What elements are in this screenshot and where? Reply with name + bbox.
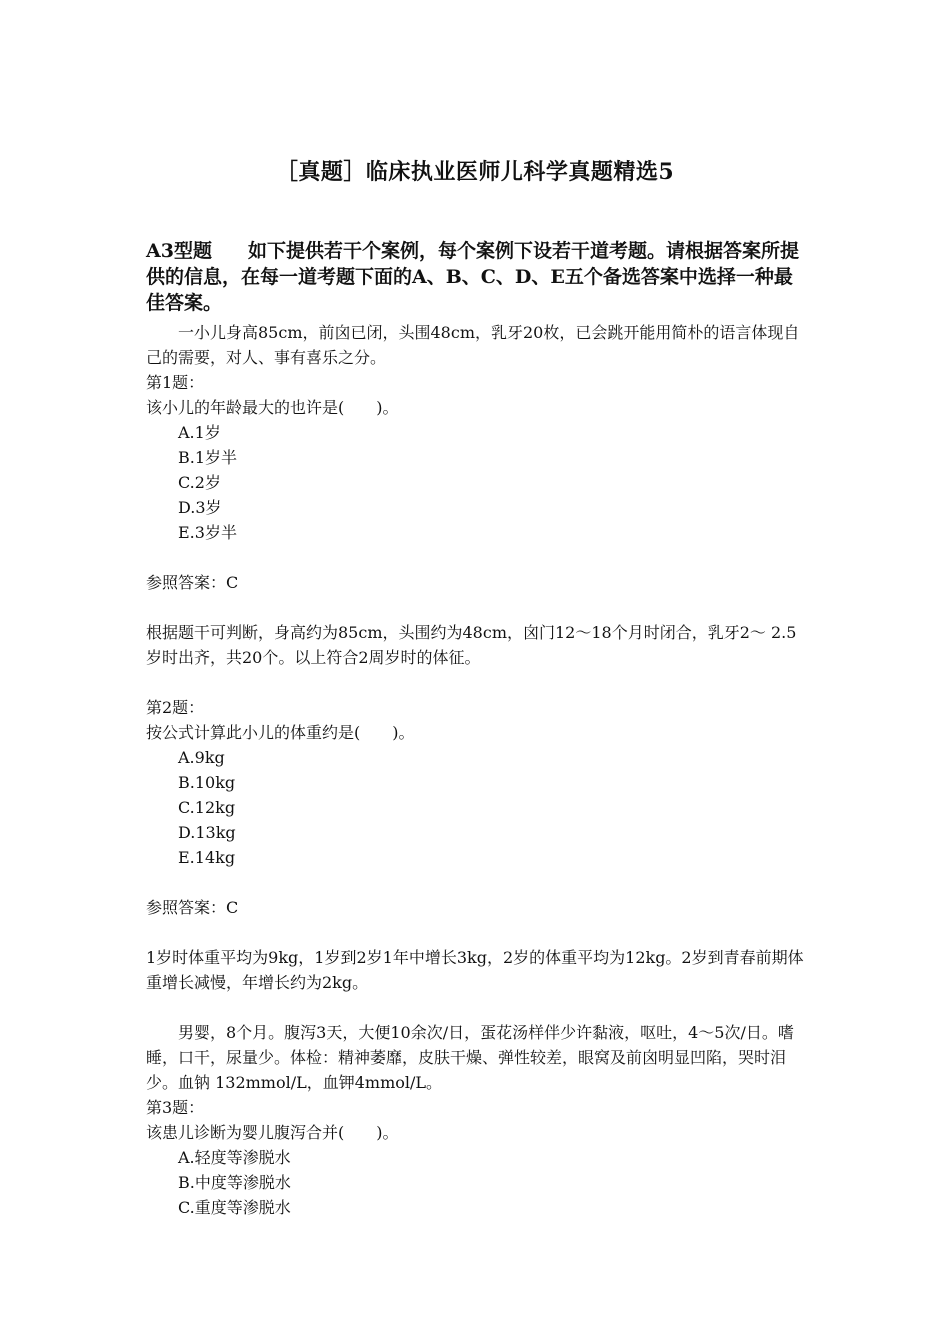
spacer xyxy=(146,870,811,895)
question-number-1: 第1题： xyxy=(146,373,205,392)
spacer xyxy=(146,920,811,945)
q1-option-c: C.2岁 xyxy=(178,473,221,492)
question-stem-3: 该患儿诊断为婴儿腹泻合并( )。 xyxy=(146,1123,399,1142)
q3-option-a: A.轻度等渗脱水 xyxy=(178,1148,291,1167)
question-number-2: 第2题： xyxy=(146,698,205,717)
document-body xyxy=(146,238,811,1220)
section-label: A3型题 xyxy=(146,240,212,262)
q2-option-e: E.14kg xyxy=(178,848,236,867)
q1-option-a: A.1岁 xyxy=(178,423,221,442)
q2-answer: 参照答案：C xyxy=(146,898,239,917)
q2-option-a: A.9kg xyxy=(178,748,225,767)
question-number-3: 第3题： xyxy=(146,1098,205,1117)
question-stem-2: 按公式计算此小儿的体重约是( )。 xyxy=(146,723,415,742)
q2-explanation: 1岁时体重平均为9kg，1岁到2岁1年中增长3kg，2岁的体重平均为12kg。2岁到青春前期体重增长减慢，年增长约为2kg。 xyxy=(146,948,804,992)
spacer xyxy=(146,670,811,695)
spacer xyxy=(146,595,811,620)
q1-option-e: E.3岁半 xyxy=(178,523,237,542)
q1-option-b: B.1岁半 xyxy=(178,448,238,467)
page-title: ［真题］临床执业医师儿科学真题精选5 xyxy=(275,159,675,185)
spacer xyxy=(146,995,811,1020)
q1-explanation: 根据题干可判断，身高约为85cm，头围约为48cm，囟门12～18个月时闭合，乳牙2～ 2.5岁时出齐，共20个。以上符合2周岁时的体征。 xyxy=(146,623,797,667)
q2-option-b: B.10kg xyxy=(178,773,236,792)
q3-option-c: C.重度等渗脱水 xyxy=(178,1198,291,1217)
case-description-2: 男婴，8个月。腹泻3天，大便10余次/日，蛋花汤样伴少许黏液，呕吐，4～5次/日。嗜睡，口干，尿量少。体检：精神萎靡，皮肤干燥、弹性较差，眼窝及前囟明显凹陷，哭时泪少。血钠 132mmol/L，血钾4mmol/L。 xyxy=(146,1023,794,1092)
section-heading xyxy=(146,238,811,316)
question-stem-1: 该小儿的年龄最大的也许是( )。 xyxy=(146,398,399,417)
q3-option-b: B.中度等渗脱水 xyxy=(178,1173,291,1192)
q1-option-d: D.3岁 xyxy=(178,498,222,517)
q1-answer: 参照答案：C xyxy=(146,573,239,592)
spacer xyxy=(146,545,811,570)
section-instruction: 如下提供若干个案例，每个案例下设若干道考题。请根据答案所提供的信息，在每一道考题下面的A、B、C、D、E五个备选答案中选择一种最佳答案。 xyxy=(146,240,799,314)
q2-option-c: C.12kg xyxy=(178,798,236,817)
case-description-1: 一小儿身高85cm，前囟已闭，头围48cm，乳牙20枚，已会跳开能用简朴的语言体现自己的需要，对人、事有喜乐之分。 xyxy=(146,323,800,367)
q2-option-d: D.13kg xyxy=(178,823,236,842)
